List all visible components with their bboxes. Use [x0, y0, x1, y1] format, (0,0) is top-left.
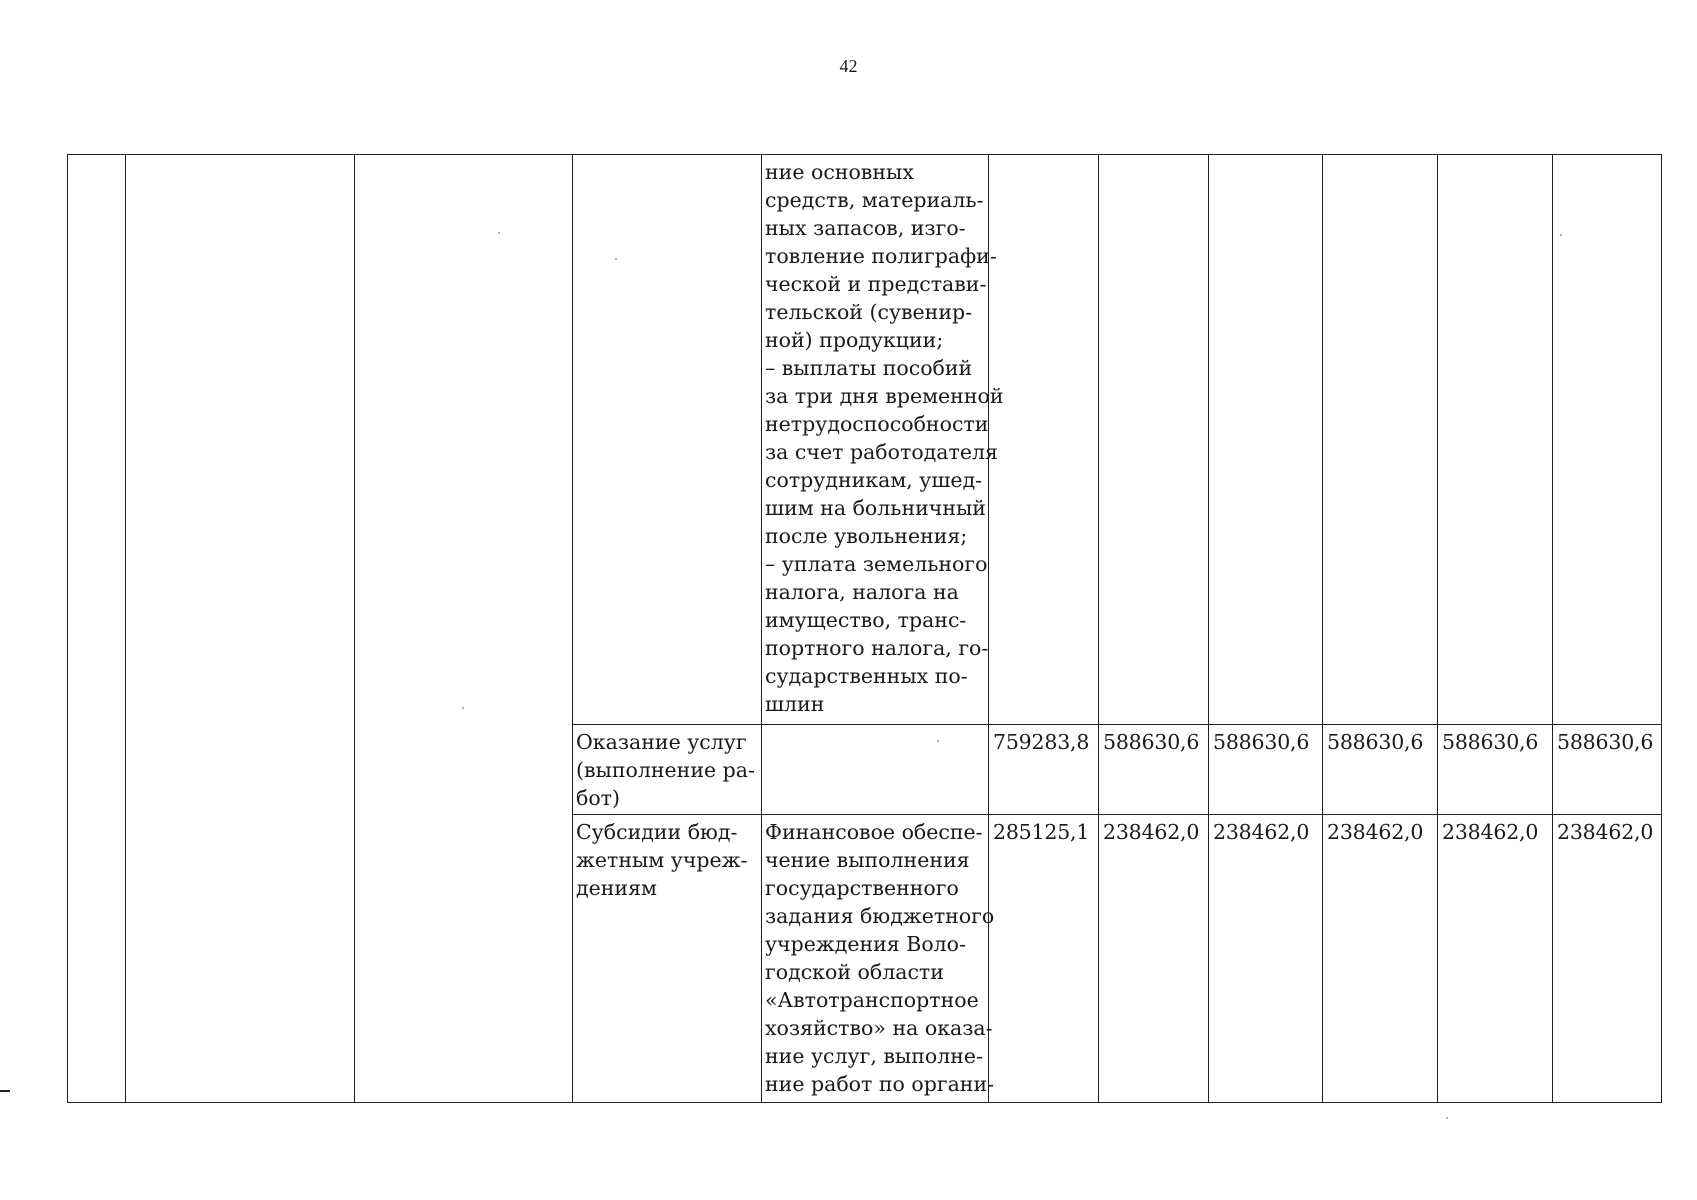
value-cell: 238462,0: [1209, 815, 1323, 1103]
budget-table: [67, 154, 1662, 1103]
text-line: ной) продукции;: [765, 328, 944, 352]
page-number: 42: [839, 56, 858, 76]
text-line: портного налога, го-: [765, 636, 989, 660]
text-line: государственного: [765, 876, 959, 900]
table-cell-empty: [762, 725, 989, 815]
text-line: – выплаты пособий: [765, 356, 973, 380]
value-cell: 588630,6: [1438, 725, 1553, 815]
table-cell-empty: [1323, 155, 1438, 725]
scan-speck: [937, 740, 939, 742]
scan-speck: [615, 258, 617, 260]
text-line: «Автотранспортное: [765, 988, 979, 1012]
text-line: сотрудникам, ушед-: [765, 468, 983, 492]
text-line: товление полиграфи-: [765, 244, 997, 268]
scan-speck: [1560, 234, 1562, 236]
text-line: тельской (сувенир-: [765, 300, 973, 324]
text-line: после увольнения;: [765, 524, 968, 548]
value-cell: 588630,6: [1323, 725, 1438, 815]
text-line: учреждения Воло-: [765, 932, 966, 956]
text-line: задания бюджетного: [765, 904, 995, 928]
scan-speck: [1446, 1117, 1448, 1119]
text-line: бот): [576, 786, 621, 810]
scan-mark: [0, 1090, 10, 1092]
text-line: жетным учреж-: [576, 848, 748, 872]
value-cell: 285125,1: [989, 815, 1099, 1103]
text-line: шим на больничный: [765, 496, 986, 520]
table-cell-empty: [126, 155, 355, 1103]
text-line: имущество, транс-: [765, 608, 967, 632]
table-cell-empty: [1438, 155, 1553, 725]
expense-type-cell: [573, 725, 762, 815]
text-line: Субсидии бюд-: [576, 820, 738, 844]
value-cell: 238462,0: [1438, 815, 1553, 1103]
table-cell-empty: [573, 155, 762, 725]
value-cell: 588630,6: [1553, 725, 1662, 815]
table-cell-empty: [355, 155, 573, 1103]
text-line: дениям: [576, 876, 657, 900]
value-cell: 238462,0: [1553, 815, 1662, 1103]
text-line: ние основных: [765, 160, 914, 184]
table-cell-empty: [989, 155, 1099, 725]
text-line: годской области: [765, 960, 944, 984]
table-cell-empty: [68, 155, 126, 1103]
text-line: хозяйство» на оказа-: [765, 1016, 993, 1040]
value-cell: 588630,6: [1209, 725, 1323, 815]
text-line: за три дня временной: [765, 384, 1004, 408]
scan-speck: [462, 707, 464, 709]
value-cell: 238462,0: [1099, 815, 1209, 1103]
text-line: налога, налога на: [765, 580, 959, 604]
text-line: сударственных по-: [765, 664, 968, 688]
description-cell: [762, 815, 995, 1103]
scan-speck: [498, 232, 500, 234]
text-line: Финансовое обеспе-: [765, 820, 983, 844]
table-cell-empty: [1099, 155, 1209, 725]
text-line: за счет работодателя: [765, 440, 998, 464]
text-line: ческой и представи-: [765, 272, 987, 296]
text-line: чение выполнения: [765, 848, 970, 872]
value-cell: 588630,6: [1099, 725, 1209, 815]
text-line: Оказание услуг: [576, 730, 747, 754]
text-line: средств, материаль-: [765, 188, 984, 212]
text-line: ние услуг, выполне-: [765, 1044, 983, 1068]
value-cell: 759283,8: [989, 725, 1099, 815]
text-line: (выполнение ра-: [576, 758, 755, 782]
text-line: нетрудоспособности: [765, 412, 989, 436]
value-cell: 238462,0: [1323, 815, 1438, 1103]
text-line: ние работ по органи-: [765, 1072, 995, 1096]
table-row: [68, 155, 1662, 725]
text-line: ных запасов, изго-: [765, 216, 966, 240]
description-cell: [762, 155, 1004, 725]
text-line: шлин: [765, 692, 825, 716]
expense-type-cell: [573, 815, 762, 1103]
table-cell-empty: [1553, 155, 1662, 725]
table-cell-empty: [1209, 155, 1323, 725]
text-line: – уплата земельного: [765, 552, 988, 576]
